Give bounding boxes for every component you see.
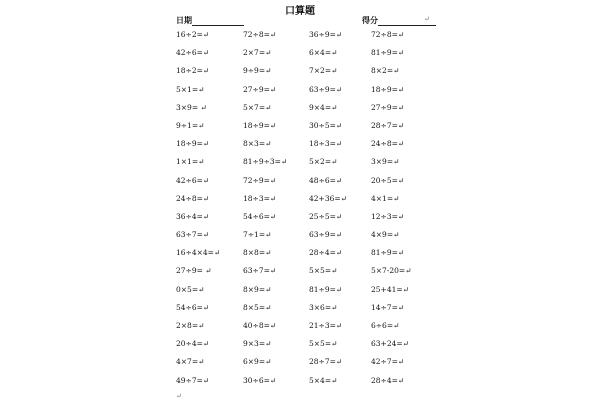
- math-problem: 54÷6=↵: [176, 302, 210, 312]
- math-problem: 27÷9=↵: [371, 102, 405, 112]
- math-problem: 6÷6=↵: [371, 321, 400, 330]
- math-problem: 54÷6=↵: [243, 211, 277, 221]
- end-paragraph-mark: ↵: [176, 392, 182, 400]
- page-title: 口算题: [285, 6, 315, 17]
- math-problem: 18÷3=↵: [243, 193, 277, 203]
- math-problem: 40÷8=↵: [243, 321, 277, 330]
- math-problem: 5×5=↵: [309, 339, 338, 349]
- math-problem: 18÷9=↵: [176, 139, 210, 149]
- math-problem: 8×8=↵: [243, 248, 272, 258]
- math-problem: 25+41=↵: [371, 284, 409, 294]
- math-problem: 27÷9= ↵: [176, 266, 212, 276]
- math-problem: 7÷1=↵: [243, 230, 272, 240]
- math-problem: 8×3=↵: [243, 139, 272, 149]
- math-problem: 81÷9=↵: [309, 284, 343, 294]
- math-problem: 18÷2=↵: [176, 66, 210, 76]
- math-problem: 25÷5=↵: [309, 211, 343, 221]
- math-problem: 28÷4=↵: [309, 248, 343, 258]
- math-problem: 28÷7=↵: [309, 357, 343, 367]
- math-problem: 24÷8=↵: [371, 139, 405, 149]
- math-problem: 81÷9=↵: [371, 48, 405, 58]
- score-label: 得分: [362, 15, 378, 25]
- math-problem: 72÷8=↵: [243, 30, 277, 39]
- math-problem: 4×7=↵: [176, 357, 205, 367]
- math-problem: 63÷7=↵: [176, 230, 210, 240]
- problem-grid: [176, 30, 431, 394]
- math-problem: 63÷9=↵: [309, 230, 343, 240]
- math-problem: 3×9=↵: [371, 157, 400, 167]
- math-problem: 28÷7=↵: [371, 120, 405, 130]
- math-problem: 18÷9=↵: [243, 120, 277, 130]
- math-problem: 3×6=↵: [309, 302, 338, 312]
- math-problem: 9÷1=↵: [176, 120, 205, 130]
- math-problem: 2×7=↵: [243, 48, 272, 58]
- math-problem: 81÷9÷3=↵: [243, 157, 288, 167]
- paragraph-mark: ↵: [424, 15, 430, 23]
- math-problem: 14÷7=↵: [371, 302, 405, 312]
- date-blank: [192, 17, 244, 26]
- math-problem: 5×2=↵: [309, 157, 338, 167]
- math-problem: 5×4=↵: [309, 375, 338, 385]
- math-problem: 72÷9=↵: [243, 175, 277, 185]
- math-problem: 12÷3=↵: [371, 211, 405, 221]
- date-field: [176, 15, 244, 26]
- math-problem: 5×5=↵: [309, 266, 338, 276]
- math-problem: 6×4=↵: [309, 48, 338, 58]
- math-problem: 42÷7=↵: [371, 357, 405, 367]
- math-problem: 16÷4×4=↵: [176, 248, 221, 258]
- math-problem: 18÷9=↵: [371, 84, 405, 94]
- math-problem: 36÷4=↵: [176, 211, 210, 221]
- math-problem: 3×9= ↵: [176, 102, 207, 112]
- math-problem: 6×9=↵: [243, 357, 272, 367]
- math-problem: 1×1=↵: [176, 157, 205, 167]
- math-problem: 42÷6=↵: [176, 175, 210, 185]
- math-problem: 0×5=↵: [176, 284, 205, 294]
- math-problem: 72÷8=↵: [371, 30, 405, 39]
- math-problem: 24÷8=↵: [176, 193, 210, 203]
- math-problem: 8×9=↵: [243, 284, 272, 294]
- math-problem: 30÷6=↵: [243, 375, 277, 385]
- math-problem: 81÷9=↵: [371, 248, 405, 258]
- math-problem: 4×1=↵: [371, 193, 400, 203]
- math-problem: 42+36=↵: [309, 193, 347, 203]
- math-problem: 18÷3=↵: [309, 139, 343, 149]
- math-problem: 21÷3=↵: [309, 321, 343, 330]
- math-problem: 9÷9=↵: [243, 66, 272, 76]
- math-problem: 20÷4=↵: [176, 339, 210, 349]
- date-label: 日期: [176, 15, 192, 25]
- math-problem: 63÷9=↵: [309, 84, 343, 94]
- math-problem: 42÷6=↵: [176, 48, 210, 58]
- math-problem: 7×2=↵: [309, 66, 338, 76]
- math-problem: 8×2=↵: [371, 66, 400, 76]
- math-problem: 20÷5=↵: [371, 175, 405, 185]
- math-problem: 30÷5=↵: [309, 120, 343, 130]
- math-problem: 5×7-20=↵: [371, 266, 412, 276]
- math-problem: 9×4=↵: [309, 102, 338, 112]
- math-problem: 16÷2=↵: [176, 30, 210, 39]
- math-problem: 9×3=↵: [243, 339, 272, 349]
- math-problem: 49÷7=↵: [176, 375, 210, 385]
- math-problem: 8×5=↵: [243, 302, 272, 312]
- math-problem: 2×8=↵: [176, 321, 205, 330]
- math-problem: 63÷7=↵: [243, 266, 277, 276]
- math-problem: 27÷9=↵: [243, 84, 277, 94]
- math-problem: 4×9=↵: [371, 230, 400, 240]
- math-problem: 36÷9=↵: [309, 30, 343, 39]
- math-problem: 5×7=↵: [243, 102, 272, 112]
- math-problem: 63+24=↵: [371, 339, 409, 349]
- math-problem: 5×1=↵: [176, 84, 205, 94]
- math-problem: 28÷4=↵: [371, 375, 405, 385]
- math-problem: 48÷6=↵: [309, 175, 343, 185]
